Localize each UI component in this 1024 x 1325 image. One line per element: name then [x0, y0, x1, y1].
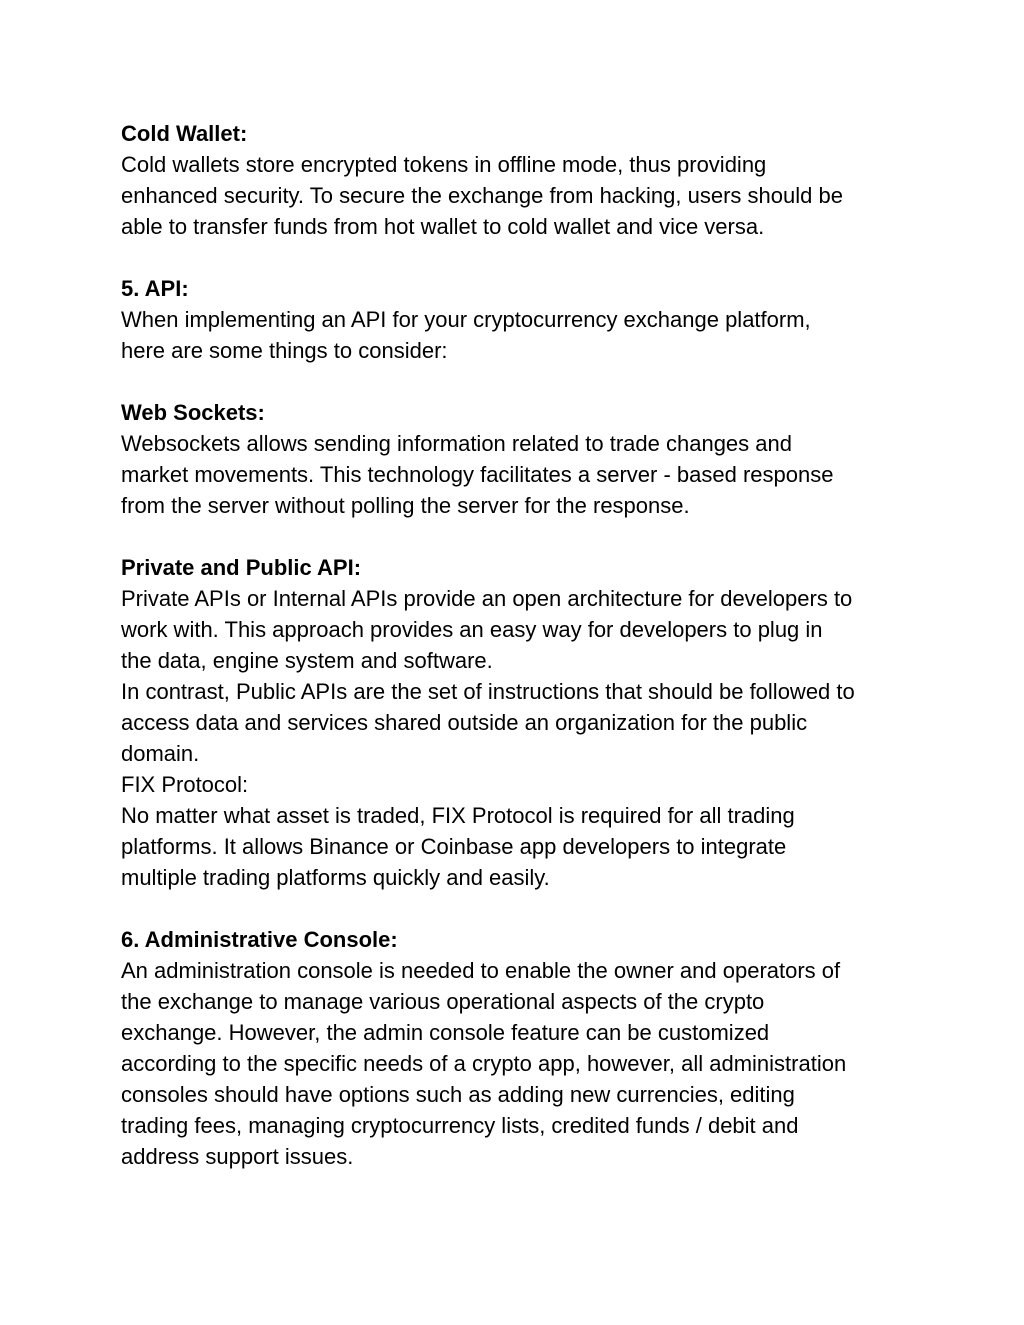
paragraph-line: the data, engine system and software.: [121, 648, 493, 673]
section-heading: Cold Wallet:: [121, 121, 248, 146]
blank-line: [121, 521, 921, 552]
section-heading: 5. API:: [121, 276, 189, 301]
paragraph-line: according to the specific needs of a crypto app, however, all administration: [121, 1051, 847, 1076]
paragraph-line: here are some things to consider:: [121, 338, 448, 363]
paragraph-line: work with. This approach provides an easy way for developers to plug in: [121, 617, 823, 642]
paragraph-line: exchange. However, the admin console feature can be customized: [121, 1020, 770, 1045]
paragraph-line: able to transfer funds from hot wallet to cold wallet and vice versa.: [121, 214, 765, 239]
section-administrative-console: [121, 924, 921, 1172]
paragraph-line: platforms. It allows Binance or Coinbase app developers to integrate: [121, 834, 787, 859]
paragraph-line: address support issues.: [121, 1144, 354, 1169]
paragraph-line: Private APIs or Internal APIs provide an open architecture for developers to: [121, 586, 853, 611]
paragraph-line: In contrast, Public APIs are the set of instructions that should be followed to: [121, 679, 855, 704]
section-cold-wallet: [121, 118, 921, 242]
section-api: [121, 273, 921, 366]
paragraph-line: When implementing an API for your cryptocurrency exchange platform,: [121, 307, 811, 332]
paragraph-line: trading fees, managing cryptocurrency lists, credited funds / debit and: [121, 1113, 799, 1138]
paragraph-line: Cold wallets store encrypted tokens in offline mode, thus providing: [121, 152, 767, 177]
paragraph-line: domain.: [121, 741, 200, 766]
paragraph-line: No matter what asset is traded, FIX Protocol is required for all trading: [121, 803, 795, 828]
subheading-fix-protocol: FIX Protocol:: [121, 772, 249, 797]
section-heading: Web Sockets:: [121, 400, 265, 425]
section-web-sockets: [121, 397, 921, 521]
blank-line: [121, 242, 921, 273]
paragraph-line: enhanced security. To secure the exchange from hacking, users should be: [121, 183, 843, 208]
paragraph-line: An administration console is needed to enable the owner and operators of: [121, 958, 841, 983]
section-heading: Private and Public API:: [121, 555, 362, 580]
paragraph-line: the exchange to manage various operational aspects of the crypto: [121, 989, 765, 1014]
paragraph-line: access data and services shared outside an organization for the public: [121, 710, 808, 735]
paragraph-line: multiple trading platforms quickly and easily.: [121, 865, 550, 890]
blank-line: [121, 893, 921, 924]
section-heading: 6. Administrative Console:: [121, 927, 398, 952]
paragraph-line: from the server without polling the server for the response.: [121, 493, 690, 518]
paragraph-line: market movements. This technology facilitates a server - based response: [121, 462, 834, 487]
blank-line: [121, 366, 921, 397]
paragraph-line: consoles should have options such as adding new currencies, editing: [121, 1082, 795, 1107]
section-private-public-api: [121, 552, 921, 893]
paragraph-line: Websockets allows sending information related to trade changes and: [121, 431, 792, 456]
document-page: [121, 118, 921, 1172]
